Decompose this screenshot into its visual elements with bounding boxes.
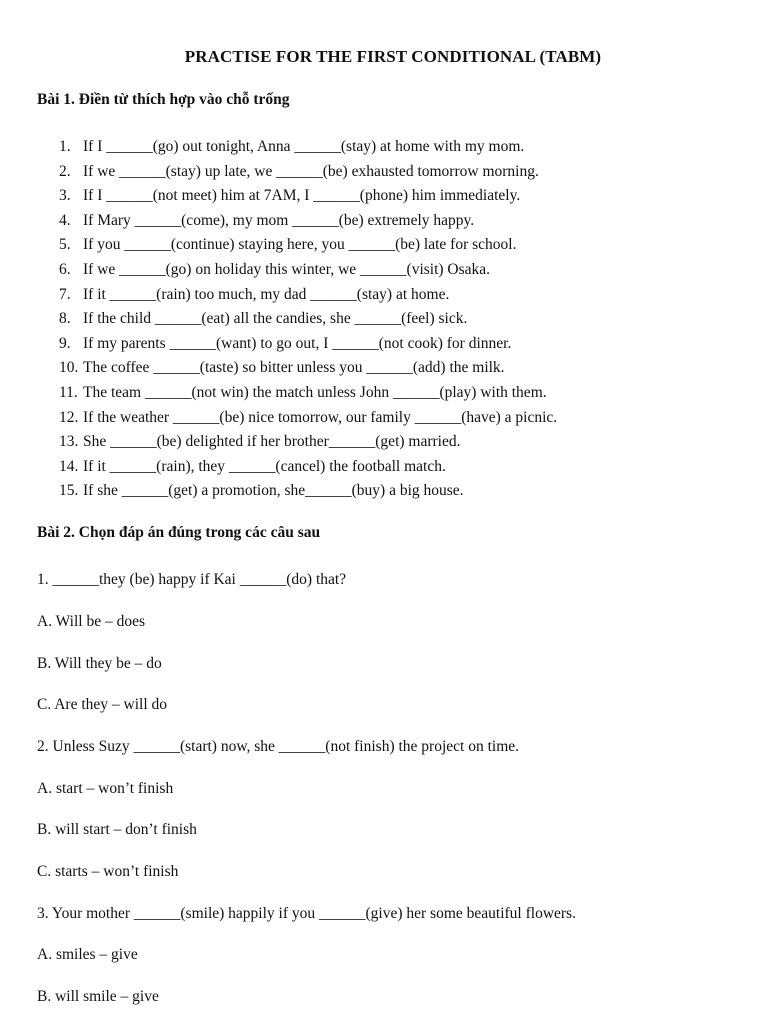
item-text: If she ______(get) a promotion, she______(buy) a big house. — [83, 482, 464, 500]
item-text: She ______(be) delighted if her brother______(get) married. — [83, 433, 461, 451]
item-text: If my parents ______(want) to go out, I ______(not cook) for dinner. — [83, 334, 512, 352]
question-text: 2. Unless Suzy ______(start) now, she ______(not finish) the project on time. — [37, 738, 520, 755]
item-text: If the child ______(eat) all the candies, she ______(feel) sick. — [83, 310, 468, 328]
list-item — [59, 432, 557, 457]
item-number: 8. — [59, 310, 71, 328]
item-number: 1. — [59, 138, 71, 155]
item-number: 15. — [59, 482, 79, 500]
list-item — [59, 211, 557, 236]
list-item — [59, 137, 557, 162]
item-text: If we ______(go) on holiday this winter, we ______(visit) Osaka. — [83, 260, 491, 278]
answer-option: A. start – won’t finish — [37, 780, 174, 797]
item-number: 14. — [59, 457, 79, 475]
list-item — [59, 285, 557, 310]
page-title: PRACTISE FOR THE FIRST CONDITIONAL (TABM) — [184, 47, 602, 66]
item-text: If I ______(go) out tonight, Anna ______(stay) at home with my mom. — [83, 138, 525, 155]
answer-option: A. Will be – does — [37, 613, 146, 630]
list-item — [59, 334, 557, 359]
item-number: 3. — [59, 187, 71, 205]
item-number: 6. — [59, 260, 71, 278]
list-item — [59, 260, 557, 285]
item-text: If the weather ______(be) nice tomorrow, our family ______(have) a picnic. — [83, 408, 558, 426]
item-number: 12. — [59, 408, 79, 426]
item-text: The coffee ______(taste) so bitter unless you ______(add) the milk. — [83, 359, 505, 377]
list-item — [59, 481, 557, 506]
item-number: 7. — [59, 285, 71, 303]
list-item — [59, 162, 557, 187]
list-item — [59, 457, 557, 482]
list-item — [59, 186, 557, 211]
answer-option: B. will start – don’t finish — [37, 821, 197, 838]
list-item — [59, 383, 557, 408]
exercise-1-list — [59, 137, 557, 506]
item-number: 13. — [59, 433, 79, 451]
item-text: If it ______(rain) too much, my dad ______(stay) at home. — [83, 285, 450, 303]
answer-option: B. will smile – give — [37, 988, 159, 1005]
item-number: 5. — [59, 236, 71, 254]
item-number: 10. — [59, 359, 79, 377]
item-number: 9. — [59, 334, 71, 352]
question-text: 1. ______they (be) happy if Kai ______(do) that? — [37, 571, 347, 588]
answer-option: C. starts – won’t finish — [37, 863, 179, 880]
item-number: 4. — [59, 211, 71, 229]
item-text: If you ______(continue) staying here, you ______(be) late for school. — [83, 236, 517, 254]
item-text: If Mary ______(come), my mom ______(be) extremely happy. — [83, 211, 475, 229]
answer-option: A. smiles – give — [37, 946, 138, 963]
item-text: If I ______(not meet) him at 7AM, I ______(phone) him immediately. — [83, 187, 521, 205]
item-text: The team ______(not win) the match unless John ______(play) with them. — [83, 383, 547, 401]
list-item — [59, 358, 557, 383]
list-item — [59, 309, 557, 334]
list-item — [59, 408, 557, 433]
answer-option: C. Are they – will do — [37, 696, 168, 713]
item-text: If it ______(rain), they ______(cancel) the football match. — [83, 457, 446, 475]
item-number: 2. — [59, 162, 71, 180]
answer-option: B. Will they be – do — [37, 655, 162, 672]
item-text: If we ______(stay) up late, we ______(be) exhausted tomorrow morning. — [83, 162, 539, 180]
exercise-2-heading: Bài 2. Chọn đáp án đúng trong các câu sau — [37, 524, 321, 541]
item-number: 11. — [59, 383, 78, 401]
list-item — [59, 235, 557, 260]
exercise-1-heading: Bài 1. Điền từ thích hợp vào chỗ trống — [37, 91, 290, 108]
question-text: 3. Your mother ______(smile) happily if you ______(give) her some beautiful flowers. — [37, 905, 576, 922]
